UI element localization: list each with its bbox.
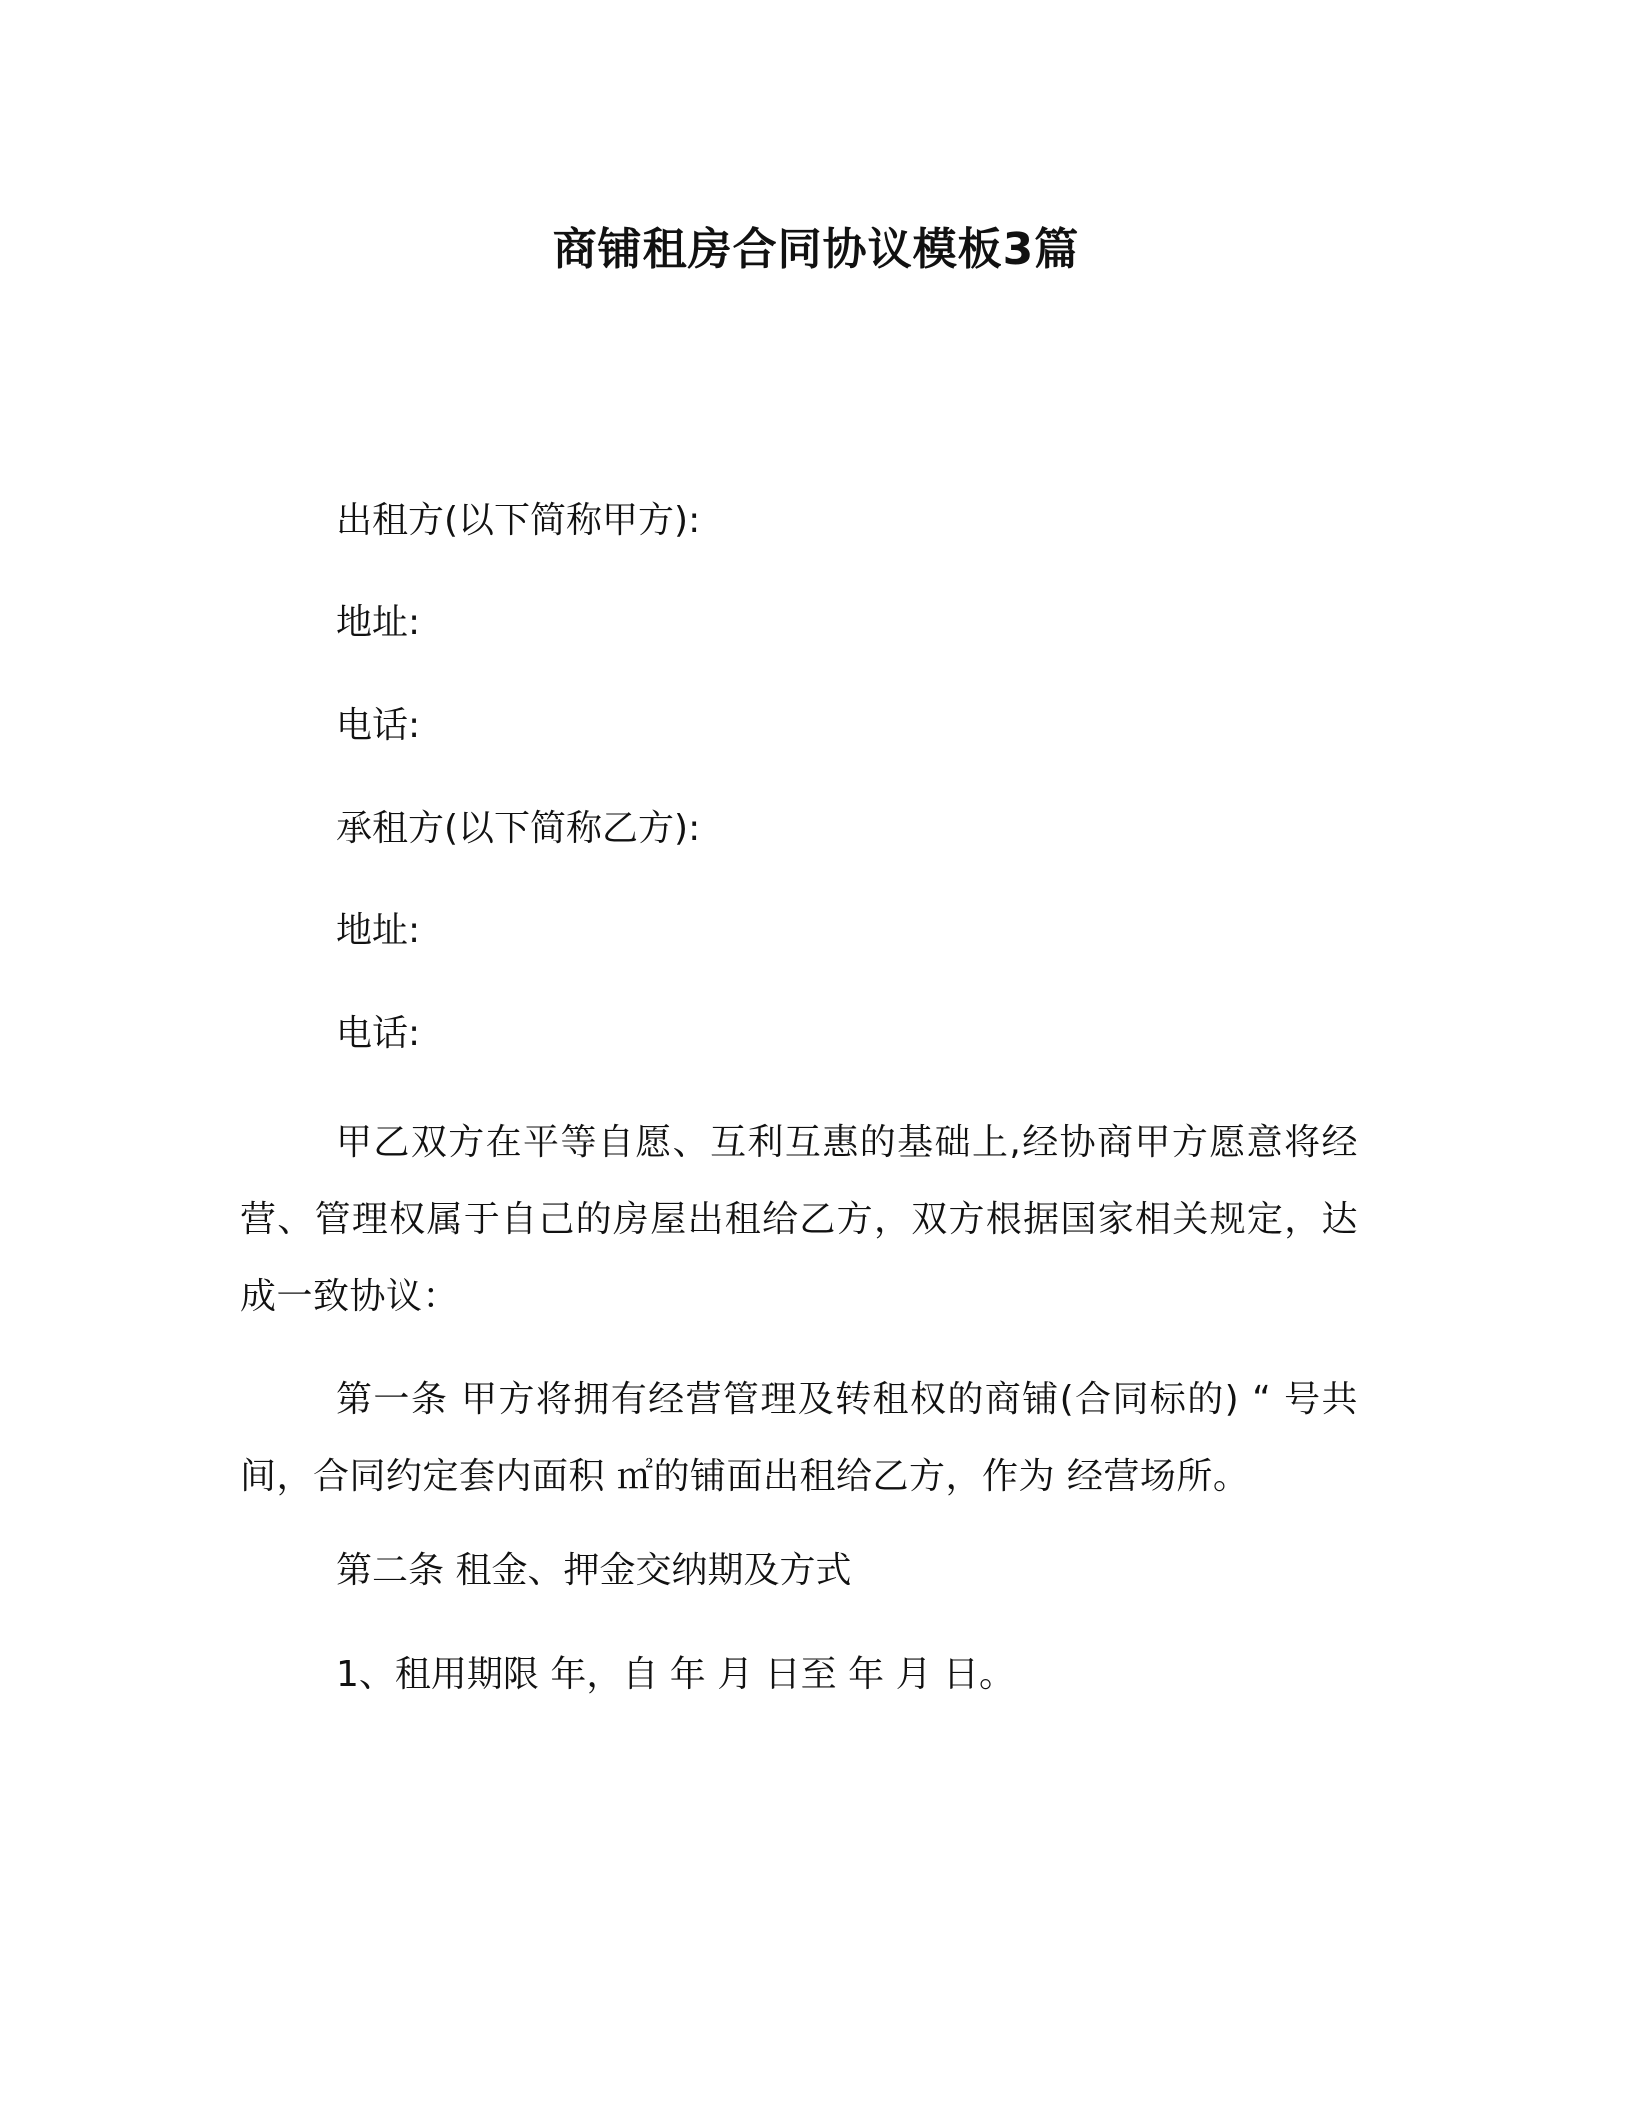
lessor-address-line: 地址: [336,602,421,643]
lessor-phone-line: 电话: [336,705,421,746]
article-1-paragraph: 第一条 甲方将拥有经营管理及转租权的商铺(合同标的) “ 号共间，合同约定套内面积 ㎡的铺面出租给乙方，作为 经营场所。 [240,1379,1358,1497]
lessee-line: 承租方(以下简称乙方): [336,808,701,849]
lessee-phone-line: 电话: [336,1013,421,1054]
lessor-line: 出租方(以下简称甲方): [336,500,701,541]
lessee-address-line: 地址: [336,910,421,951]
preamble-paragraph: 甲乙双方在平等自愿、互利互惠的基础上,经协商甲方愿意将经营、管理权属于自己的房屋出租给乙方，双方根据国家相关规定，达成一致协议： [240,1122,1358,1317]
document-title: 商铺租房合同协议模板3篇 [552,224,1080,275]
article-2-heading: 第二条 租金、押金交纳期及方式 [336,1550,852,1591]
item-1-line: 1、租用期限 年，自 年 月 日至 年 月 日。 [336,1654,1016,1695]
